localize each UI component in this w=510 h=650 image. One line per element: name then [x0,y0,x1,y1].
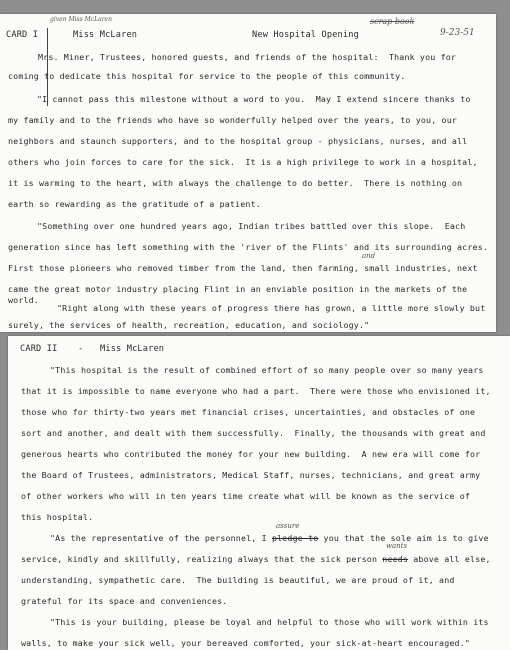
text-line: sort and another, and dealt with them successfully. Finally, the thousands with great and [21,428,486,438]
text-line: neighbors and staunch supporters, and to the hospital group - physicians, nurses, and all [8,136,468,146]
text-line: earth so rewarding as the gratitude of a patient. [8,199,261,209]
speaker-name: Miss McLaren [73,30,138,40]
text-line-service: service, kindly and skillfully, realizing always that the sick person needs above all else, [21,554,491,564]
event-title: New Hospital Opening [252,30,359,40]
text-line: world. [8,295,39,305]
text-line-pledge: "As the representative of the personnel, I pledge to you that the sole aim is to give [50,533,489,543]
separator-dash: - [78,344,84,354]
text-line: understanding, sympathetic care. The building is beautiful, we are proud of it, and [21,575,455,585]
text-line: grateful for its space and conveniences. [21,596,228,606]
struck-note: scrap book [370,17,415,26]
card-two [8,336,510,650]
handwritten-note: given Miss McLaren [50,16,112,23]
text-line: "Right along with these years of progress there has grown, a little more slowly but [57,303,486,313]
text-line: "This is your building, please be loyal and helpful to those who will work within its [50,617,489,627]
text-line: "Something over one hundred years ago, Indian tribes battled over this slope. Each [37,221,466,231]
text-line: my family and to the friends who have so wonderfully helped over the years, to you, our [8,115,458,125]
text-line: First those pioneers who removed timber from the land, then farming, small industries, next [8,263,478,273]
text-line: "I cannot pass this milestone without a word to you. May I extend sincere thanks to [37,94,471,104]
text-line: those who for thirty-two years met financial crises, uncertainties, and obstacles of one [21,407,476,417]
text-line: coming to dedicate this hospital for service to the people of this community. [8,71,406,81]
text-line: "This hospital is the result of combined effort of so many people over so many years [50,365,484,375]
date: 9-23-51 [440,28,475,38]
text-line: that it is impossible to name everyone who had a part. There were those who envisioned it, [21,386,491,396]
card-label: CARD II [20,344,58,354]
card-label: CARD I [6,30,39,40]
text-line: of other workers who will in ten years time create what will be known as the service of [21,491,471,501]
text-line: came the great motor industry placing Flint in an enviable position in the markets of the [8,284,468,294]
insert-assure: assure [276,522,300,530]
text-line: surely, the services of health, recreation, education, and sociology." [8,320,370,330]
text-line: Mrs. Miner, Trustees, honored guests, and friends of the hospital: Thank you for [38,52,457,62]
text-line: the Board of Trustees, administrators, Medical Staff, nurses, technicians, and great army [21,470,481,480]
insert-and: and [362,252,376,260]
text-line: walls, to make your sick well, your bereaved comforted, your sick-at-heart encouraged." [21,638,471,648]
insert-wants: wants [386,542,408,550]
text-line: it is warming to the heart, with always the challenge to do better. There is nothing on [8,178,463,188]
text-line: this hospital. [21,512,94,522]
text-line: others who join forces to care for the sick. It is a high privilege to work in a hospital, [8,157,478,167]
speaker-name: Miss McLaren [100,344,165,354]
text-line: generation since has left something with the 'river of the Flints' and its surrounding acres. [8,242,488,252]
card-one [0,14,496,332]
text-line: generous hearts who contributed the money for your new building. A new era will come for [21,449,481,459]
